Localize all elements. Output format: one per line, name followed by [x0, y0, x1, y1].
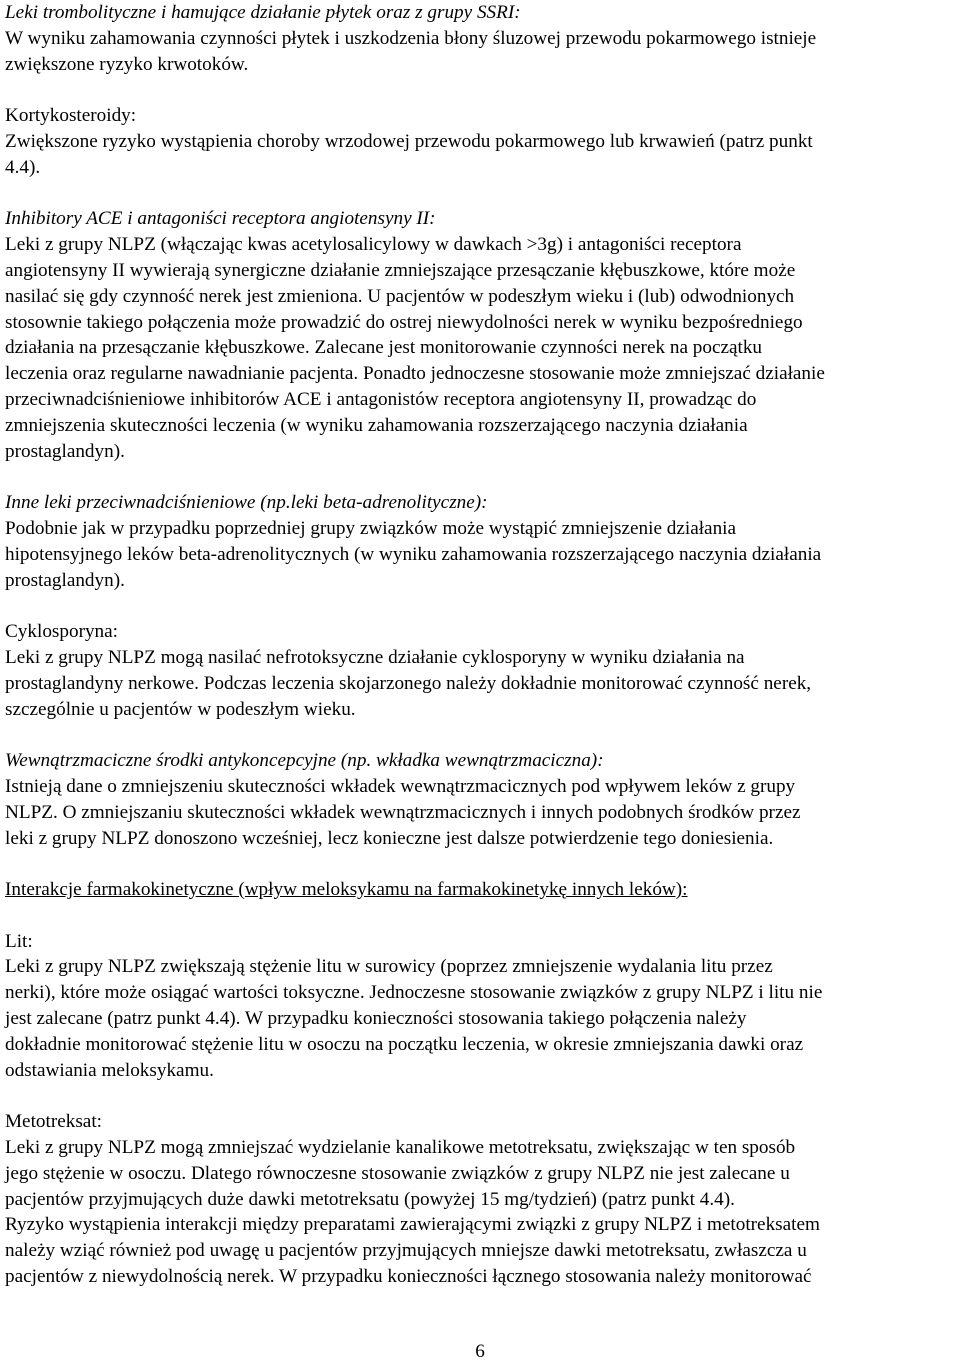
paragraph-spacer	[5, 903, 955, 929]
paragraph-line: leki z grupy NLPZ donoszono wcześniej, lecz konieczne jest dalsze potwierdzenie tego doniesienia.	[5, 827, 774, 849]
paragraph-line: dokładnie monitorować stężenie litu w osoczu na początku leczenia, w okresie zmniejszania dawki oraz	[5, 1033, 804, 1055]
paragraph-spacer	[5, 722, 955, 748]
section-iud	[5, 748, 955, 851]
section-methotrexate	[5, 1109, 955, 1290]
paragraph-line: pacjentów z niewydolnością nerek. W przypadku konieczności łącznego stosowania należy monitorować	[5, 1266, 812, 1288]
paragraph-line: Ryzyko wystąpienia interakcji między preparatami zawierającymi związki z grupy NLPZ i metotreksatem	[5, 1214, 820, 1236]
section-heading: Inne leki przeciwnadciśnieniowe (np.leki beta-adrenolityczne):	[5, 492, 488, 514]
paragraph-line: Leki z grupy NLPZ (włączając kwas acetylosalicylowy w dawkach >3g) i antagoniści receptora	[5, 234, 742, 256]
paragraph-line: Leki z grupy NLPZ mogą zmniejszać wydzielanie kanalikowe metotreksatu, zwiększając w ten sposób	[5, 1137, 796, 1159]
section-heading: Inhibitory ACE i antagoniści receptora angiotensyny II:	[5, 208, 436, 230]
section-cyclosporine	[5, 619, 955, 722]
paragraph-line: jego stężenie w osoczu. Dlatego równoczesne stosowanie związków z grupy NLPZ nie jest zalecane u	[5, 1162, 790, 1184]
paragraph-line: nasilać się gdy czynność nerek jest zmieniona. U pacjentów w podeszłym wieku i (lub) odwodnionych	[5, 285, 795, 307]
section-thrombolytics	[5, 0, 955, 77]
paragraph-line: działania na przesączanie kłębuszkowe. Zalecane jest monitorowanie czynności nerek na początku	[5, 337, 763, 359]
paragraph-line: stosownie takiego połączenia może prowadzić do ostrej niewydolności nerek w wyniku bezpośredniego	[5, 311, 803, 333]
paragraph-spacer	[5, 593, 955, 619]
paragraph-line: jest zalecane (patrz punkt 4.4). W przypadku konieczności stosowania takiego połączenia należy	[5, 1008, 747, 1030]
paragraph-line: hipotensyjnego leków beta-adrenolitycznych (w wyniku zahamowania rozszerzającego naczynia działania	[5, 543, 822, 565]
section-corticosteroids	[5, 103, 955, 180]
section-heading: Metotreksat:	[5, 1111, 102, 1133]
paragraph-line: 4.4).	[5, 156, 41, 178]
paragraph-line: należy wziąć również pod uwagę u pacjentów przyjmujących mniejsze dawki metotreksatu, zwłaszcza u	[5, 1240, 807, 1262]
paragraph-line: leczenia oraz regularne nawadnianie pacjenta. Ponadto jednoczesne stosowanie może zmniejszać działanie	[5, 363, 825, 385]
section-heading: Leki trombolityczne i hamujące działanie płytek oraz z grupy SSRI:	[5, 2, 521, 23]
section-lithium	[5, 929, 955, 1084]
section-antihypertensives	[5, 490, 955, 593]
paragraph-line: odstawiania meloksykamu.	[5, 1059, 214, 1081]
page-number: 6	[475, 1341, 485, 1362]
paragraph-line: nerki), które może osiągać wartości toksyczne. Jednoczesne stosowanie związków z grupy NLPZ i litu nie	[5, 982, 823, 1004]
paragraph-spacer	[5, 1083, 955, 1109]
paragraph-line: pacjentów przyjmujących duże dawki metotreksatu (powyżej 15 mg/tydzień) (patrz punkt 4.4).	[5, 1188, 735, 1210]
section-heading: Cyklosporyna:	[5, 621, 118, 643]
paragraph-line: prostaglandyny nerkowe. Podczas leczenia skojarzonego należy dokładnie monitorować czynność nerek,	[5, 672, 812, 694]
section-heading: Wewnątrzmaciczne środki antykoncepcyjne (np. wkładka wewnątrzmaciczna):	[5, 750, 604, 772]
paragraph-line: Podobnie jak w przypadku poprzedniej grupy związków może wystąpić zmniejszenie działania	[5, 517, 737, 539]
paragraph-line: Zwiększone ryzyko wystąpienia choroby wrzodowej przewodu pokarmowego lub krwawień (patrz punkt	[5, 130, 813, 152]
paragraph-line: zwiększone ryzyko krwotoków.	[5, 53, 249, 75]
paragraph-line: szczególnie u pacjentów w podeszłym wieku.	[5, 698, 356, 720]
paragraph-spacer	[5, 181, 955, 207]
paragraph-spacer	[5, 851, 955, 877]
paragraph-line: NLPZ. O zmniejszaniu skuteczności wkładek wewnątrzmacicznych i innych podobnych środków przez	[5, 801, 801, 823]
paragraph-line: angiotensyny II wywierają synergiczne działanie zmniejszające przesączanie kłębuszkowe, które może	[5, 259, 796, 281]
paragraph-line: przeciwnadciśnieniowe inhibitorów ACE i antagonistów receptora angiotensyny II, prowadząc do	[5, 388, 757, 410]
paragraph-line: Istnieją dane o zmniejszeniu skuteczności wkładek wewnątrzmacicznych pod wpływem leków z grupy	[5, 775, 796, 797]
section-ace-inhibitors	[5, 206, 955, 464]
document-page	[5, 0, 955, 1290]
section-heading: Interakcje farmakokinetyczne (wpływ meloksykamu na farmakokinetykę innych leków):	[5, 879, 688, 901]
section-pharmacokinetic-interactions	[5, 877, 955, 903]
paragraph-line: Leki z grupy NLPZ mogą nasilać nefrotoksyczne działanie cyklosporyny w wyniku działania na	[5, 646, 745, 668]
paragraph-spacer	[5, 77, 955, 103]
section-heading: Lit:	[5, 930, 33, 952]
paragraph-line: prostaglandyn).	[5, 569, 125, 591]
paragraph-line: Leki z grupy NLPZ zwiększają stężenie litu w surowicy (poprzez zmniejszenie wydalania litu przez	[5, 956, 773, 978]
paragraph-spacer	[5, 464, 955, 490]
section-heading: Kortykosteroidy:	[5, 105, 137, 127]
paragraph-line: W wyniku zahamowania czynności płytek i uszkodzenia błony śluzowej przewodu pokarmowego istnieje	[5, 27, 817, 49]
paragraph-line: zmniejszenia skuteczności leczenia (w wyniku zahamowania rozszerzającego naczynia działania	[5, 414, 748, 436]
paragraph-line: prostaglandyn).	[5, 440, 125, 462]
